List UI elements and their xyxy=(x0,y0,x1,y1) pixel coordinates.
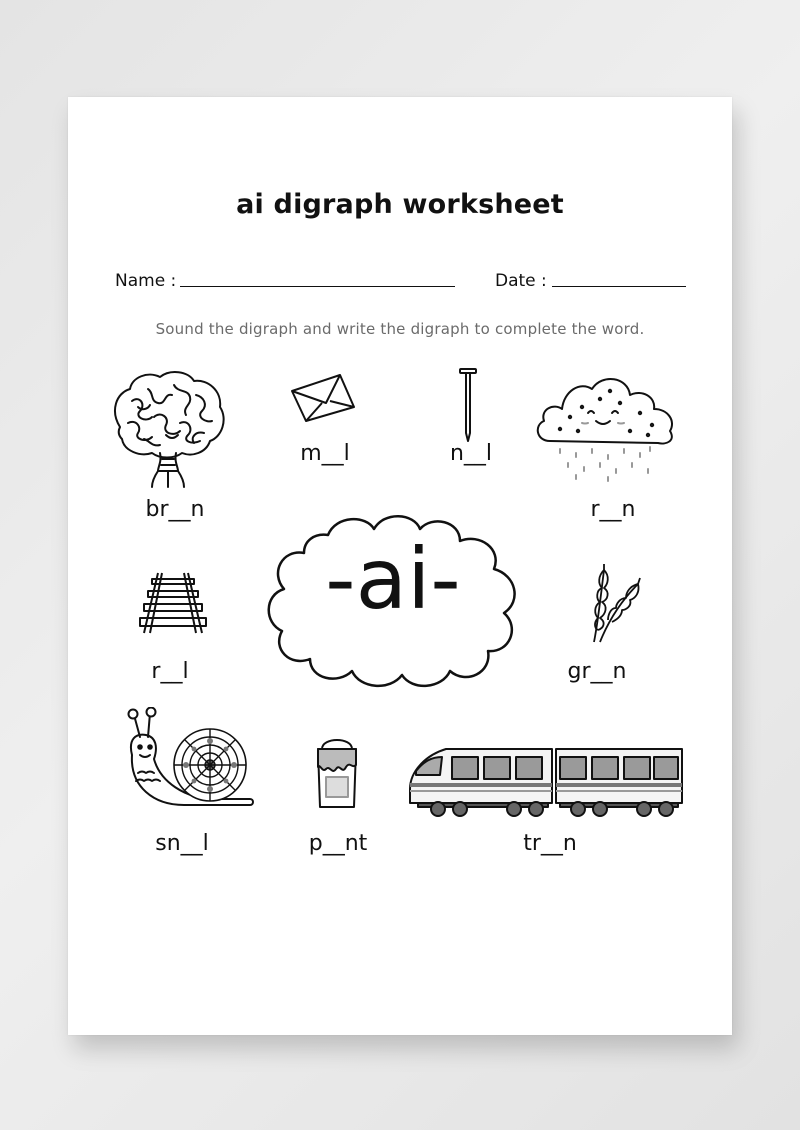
word-train: tr__n xyxy=(523,831,577,856)
wheat-grain-icon xyxy=(580,562,646,644)
envelope-icon xyxy=(290,373,356,423)
rain-cloud-icon xyxy=(530,369,680,484)
rail-track-icon xyxy=(134,571,212,635)
worksheet-title: ai digraph worksheet xyxy=(236,189,564,220)
word-rain: r__n xyxy=(590,497,636,522)
paint-bucket-icon xyxy=(314,735,360,811)
brain-icon xyxy=(108,367,228,492)
center-digraph-text: -ai- xyxy=(325,530,461,628)
instruction-text: Sound the digraph and write the digraph to complete the word. xyxy=(155,320,645,338)
worksheet-page xyxy=(68,97,732,1035)
date-label: Date : xyxy=(495,271,547,291)
name-label: Name : xyxy=(115,271,177,291)
word-grain: gr__n xyxy=(567,659,627,684)
word-rail: r__l xyxy=(151,659,189,684)
word-snail: sn__l xyxy=(155,831,209,856)
word-paint: p__nt xyxy=(308,831,368,856)
word-mail: m__l xyxy=(300,441,350,466)
word-brain: br__n xyxy=(145,497,205,522)
date-line xyxy=(552,286,686,287)
train-icon xyxy=(406,745,688,819)
snail-icon xyxy=(124,707,258,813)
name-line xyxy=(180,286,455,287)
nail-icon xyxy=(456,367,480,443)
word-nail: n__l xyxy=(449,441,493,466)
